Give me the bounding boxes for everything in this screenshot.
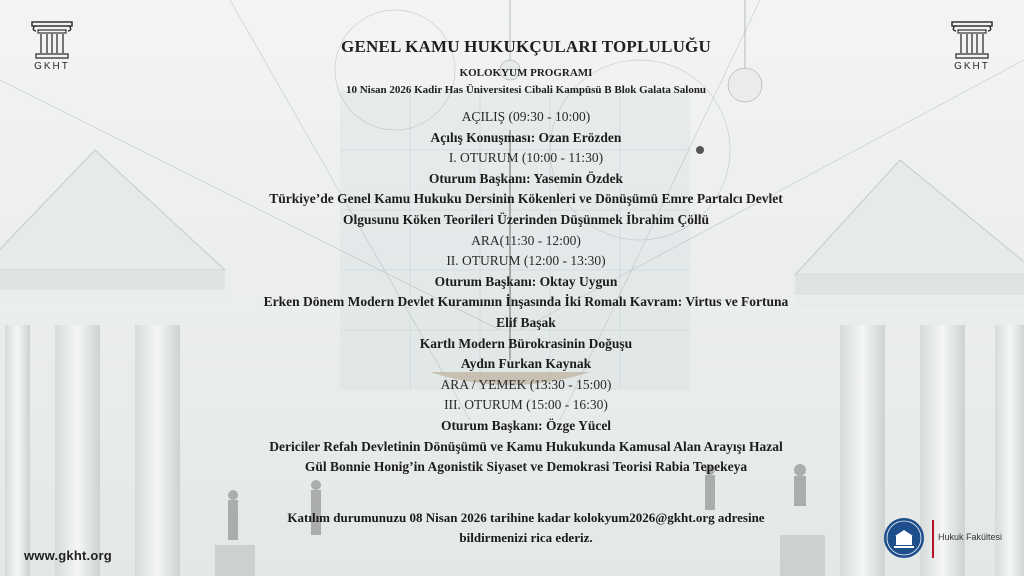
- program-line: Gül Bonnie Honig’in Agonistik Siyaset ve Demokrasi Teorisi Rabia Tepekeya: [304, 459, 748, 475]
- program-line: Erken Dönem Modern Devlet Kuramının İnşasında İki Romalı Kavram: Virtus ve Fortuna: [263, 294, 789, 310]
- university-seal-icon: [884, 518, 924, 558]
- program-line: Dericiler Refah Devletinin Dönüşümü ve Kamu Hukukunda Kamusal Alan Arayışı Hazal: [269, 438, 783, 454]
- rsvp-line-2: bildirmenizi rica ederiz.: [459, 530, 593, 545]
- program-line: Aydın Furkan Kaynak: [460, 356, 592, 372]
- program-line: Oturum Başkanı: Oktay Uygun: [434, 273, 618, 289]
- program-line: ARA / YEMEK (13:30 - 15:00): [440, 376, 612, 392]
- logo-label: GKHT: [954, 61, 990, 72]
- program-line: Olgusunu Köken Teorileri Üzerinden Düşünmek İbrahim Çöllü: [342, 211, 710, 227]
- rsvp-line-1: Katılım durumunuzu 08 Nisan 2026 tarihine kadar kolokyum2026@gkht.org adresine: [287, 510, 765, 525]
- university-logo: [884, 518, 1024, 562]
- program-line: ARA(11:30 - 12:00): [471, 232, 581, 248]
- program-subtitle: KOLOKYUM PROGRAMI: [459, 67, 593, 79]
- column-logo-icon: [31, 20, 73, 60]
- gkht-logo-right: [940, 20, 1004, 72]
- program-content: [196, 36, 856, 478]
- website-link[interactable]: www.gkht.org: [24, 548, 112, 563]
- faculty-name: Hukuk Fakültesi: [938, 532, 1003, 542]
- program-line: Oturum Başkanı: Özge Yücel: [440, 417, 612, 433]
- program-line: Oturum Başkanı: Yasemin Özdek: [428, 170, 624, 186]
- program-line: I. OTURUM (10:00 - 11:30): [448, 150, 604, 166]
- program-line: II. OTURUM (12:00 - 13:30): [446, 253, 606, 269]
- column-logo-icon: [951, 20, 993, 60]
- gkht-logo-left: [20, 20, 84, 72]
- program-line: Kartlı Modern Bürokrasinin Doğuşu: [419, 335, 633, 351]
- rsvp-notice: [236, 508, 816, 548]
- program-line: Türkiye’de Genel Kamu Hukuku Dersinin Kökenleri ve Dönüşümü Emre Partalcı Devlet: [269, 191, 783, 207]
- event-date-venue: 10 Nisan 2026 Kadir Has Üniversitesi Cibali Kampüsü B Blok Galata Salonu: [345, 84, 707, 96]
- program-line: AÇILIŞ (09:30 - 10:00): [461, 109, 591, 124]
- program-line: Açılış Konuşması: Ozan Erözden: [430, 129, 622, 145]
- page-title: GENEL KAMU HUKUKÇULARI TOPLULUĞU: [341, 37, 711, 56]
- program-line: Elif Başak: [496, 314, 556, 330]
- program-list: [196, 107, 856, 478]
- logo-label: GKHT: [34, 61, 70, 72]
- logo-divider: [932, 520, 934, 558]
- program-line: III. OTURUM (15:00 - 16:30): [444, 397, 608, 413]
